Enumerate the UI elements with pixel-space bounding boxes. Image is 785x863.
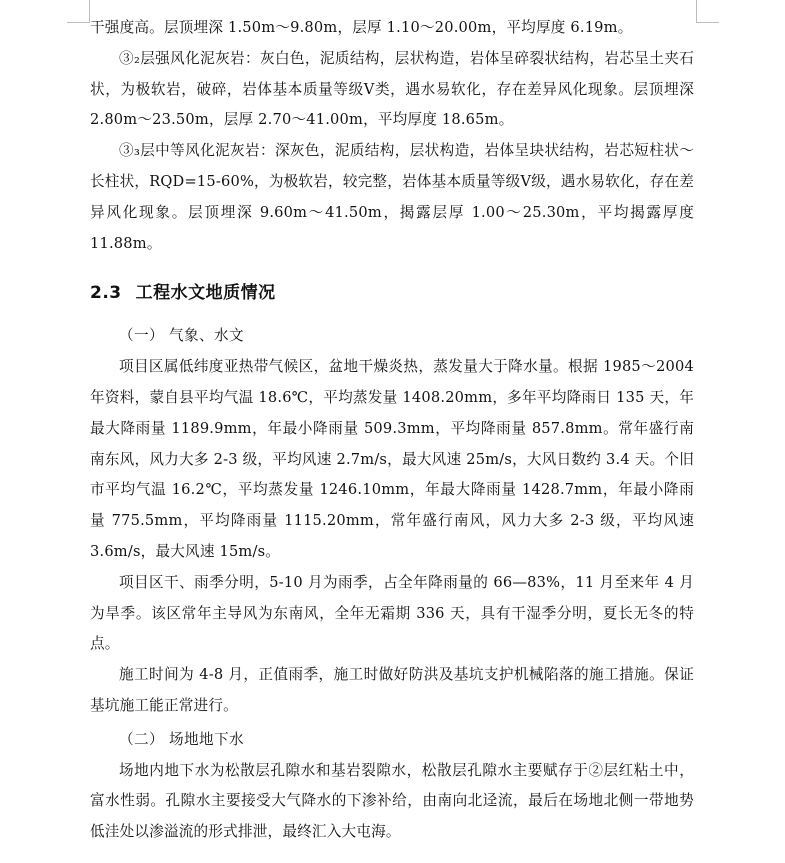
section-heading xyxy=(90,276,694,310)
subsection-heading-climate: （一） 气象、水文 xyxy=(119,327,244,345)
subsection-heading-groundwater: （二） 场地地下水 xyxy=(119,730,244,748)
page-corner-mark-right xyxy=(696,0,719,23)
paragraph-groundwater: 场地内地下水为松散层孔隙水和基岩裂隙水，松散层孔隙水主要赋存于②层红粘土中，富水性弱。孔隙水主要接受大气降水的下渗补给，由南向北迳流，最后在场地北侧一带地势低洼处以渗溢流的形式排泄，最终汇入大屯海。 xyxy=(90,761,694,841)
document-body xyxy=(90,13,694,848)
section-title: 工程水文地质情况 xyxy=(135,283,276,304)
paragraph-construction-time: 施工时间为 4-8 月，正值雨季，施工时做好防洪及基坑支护机械陷落的施工措施。保证基坑施工能正常进行。 xyxy=(90,666,694,714)
paragraph-seasons: 项目区干、雨季分明，5-10 月为雨季，占全年降雨量的 66—83%，11 月至来年 4 月为旱季。该区常年主导风为东南风，全年无霜期 336 天，具有干湿季分明，夏长无冬的特点。 xyxy=(90,573,694,653)
paragraph-layer-2-end: 干强度高。层顶埋深 1.50m～9.80m，层厚 1.10～20.00m，平均厚度 6.19m。 xyxy=(90,19,633,36)
paragraph-climate-data: 项目区属低纬度亚热带气候区，盆地干燥炎热，蒸发量大于降水量。根据 1985～2004 年资料，蒙自县平均气温 18.6℃，平均蒸发量 1408.20mm，多年平均降雨日 135 天，年最大降雨量 1189.9mm，年最小降雨量 509.3mm，平均降雨量 857.8mm。常年盛行南南东风，风力大多 2-3 级，平均风速 2.7m/s，最大风速 25m/s，大风日数约 3.4 天。个旧市平均气温 16.2℃，平均蒸发量 1246.10mm，年最大降雨量 1428.7mm，年最小降雨量 775.5mm，平均降雨量 1115.20mm，常年盛行南风，风力大多 2-3 级，平均风速 3.6m/s，最大风速 15m/s。 xyxy=(90,358,694,560)
paragraph-strongly-weathered-marl: ③₂层强风化泥灰岩：灰白色，泥质结构，层状构造，岩体呈碎裂状结构，岩芯呈土夹石状，为极软岩，破碎，岩体基本质量等级Ⅴ类，遇水易软化，存在差异风化现象。层顶埋深 2.80m～23.50m，层厚 2.70～41.00m，平均厚度 18.65m。 xyxy=(90,49,694,129)
page-corner-mark-left xyxy=(67,0,90,23)
paragraph-moderately-weathered-marl: ③₃层中等风化泥灰岩：深灰色，泥质结构，层状构造，岩体呈块状结构，岩芯短柱状～长柱状，RQD=15-60%，为极软岩，较完整，岩体基本质量等级Ⅴ级，遇水易软化，存在差异风化现象。层顶埋深 9.60m～41.50m，揭露层厚 1.00～25.30m，平均揭露厚度 11.88m。 xyxy=(90,142,694,252)
section-number: 2.3 xyxy=(90,283,122,304)
